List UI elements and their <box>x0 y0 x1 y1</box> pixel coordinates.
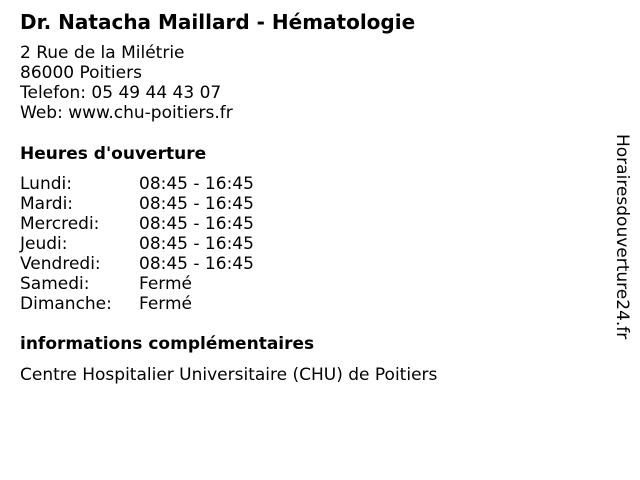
hours-day: Mardi: <box>20 194 74 214</box>
hours-row-tuesday <box>20 194 254 214</box>
hours-day: Vendredi: <box>20 254 101 274</box>
phone-number: Telefon: 05 49 44 43 07 <box>20 83 222 103</box>
hours-time: Fermé <box>139 294 193 314</box>
hours-row-monday <box>20 174 254 194</box>
hours-row-thursday <box>20 234 254 254</box>
info-heading: informations complémentaires <box>20 334 315 354</box>
hours-time: 08:45 - 16:45 <box>139 174 254 194</box>
hours-day: Mercredi: <box>20 214 100 234</box>
hours-time: 08:45 - 16:45 <box>139 194 254 214</box>
hours-heading: Heures d'ouverture <box>20 144 207 164</box>
hours-row-friday <box>20 254 254 274</box>
hours-day: Lundi: <box>20 174 72 194</box>
hours-day: Samedi: <box>20 274 90 294</box>
website: Web: www.chu-poitiers.fr <box>20 103 233 123</box>
street-address: 2 Rue de la Milétrie <box>20 43 185 63</box>
hours-day: Dimanche: <box>20 294 112 314</box>
hours-row-saturday <box>20 274 254 294</box>
hours-row-wednesday <box>20 214 254 234</box>
hours-time: 08:45 - 16:45 <box>139 214 254 234</box>
hours-day: Jeudi: <box>20 234 68 254</box>
hours-row-sunday <box>20 294 254 314</box>
address-block <box>20 43 233 123</box>
city-address: 86000 Poitiers <box>20 63 142 83</box>
hours-time: 08:45 - 16:45 <box>139 234 254 254</box>
hours-list <box>20 174 254 314</box>
info-text: Centre Hospitalier Universitaire (CHU) de Poitiers <box>20 365 438 385</box>
site-watermark: Horairesdouverture24.fr <box>612 134 632 340</box>
hours-time: Fermé <box>139 274 193 294</box>
hours-time: 08:45 - 16:45 <box>139 254 254 274</box>
page-title: Dr. Natacha Maillard - Hématologie <box>20 10 416 34</box>
